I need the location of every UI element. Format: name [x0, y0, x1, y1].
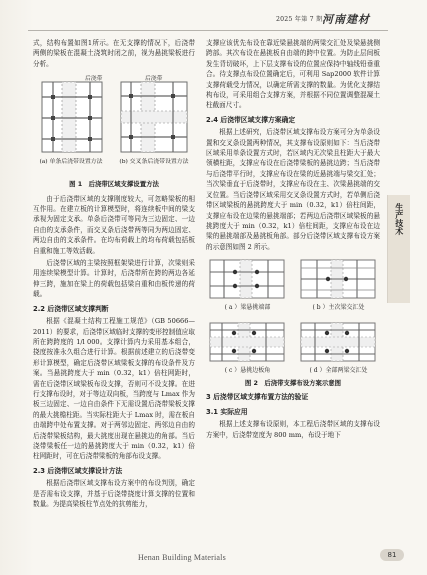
right-paragraph-2: 根据上述研究，后浇带区域支撑布设方案可分为单条设置和交叉条设置两种情况，其支撑布设原则如下：当后浇带区域采用单条设置方式时，若区域内无次梁且柱距大于最大领横柱距，支撑应布设在后浇带梁板的悬挑边跨；当后浇带与后浇带平行时，支撑应布设在梁的近悬挑端与梁交汇处；当次梁垂直于后浇带时，支撑应布设在主、次梁悬挑端的交叉位置。当后浇带区域采用交叉条设置方式时，若单侧后浇带区域梁板的悬挑跨度大于 min（0.32，k1）倍柱间距，支撑应布设在边梁的悬挑端部；若两边后浇带区域梁板的悬挑跨度大于 min（0.32，k1）倍柱间距，支撑应布设在边梁的悬挑端部及悬挑板角部。部分后浇带区域支撑布设方案的示意图如图 2 所示。: [206, 128, 380, 251]
figure-2-caption: 图 2 后浇带支撑布设方案示意图: [244, 378, 342, 387]
left-column: [33, 38, 195, 511]
figure-2d: [297, 319, 380, 376]
figure-2a-caption: ( a ）梁悬挑端部: [224, 304, 271, 312]
figure-2d-caption: ( d ）全部两梁交汇处: [309, 366, 368, 374]
journal-brand: 河南建材: [322, 13, 370, 26]
left-paragraph-4: 根据后浇带区域支撑布设方案中的布设判别，确定是否需布设支撑，并基于后浇带挠度计算支撑的位置和数量。为提高梁板柱节点处的抗剪能力，: [33, 479, 195, 508]
left-paragraph-2: 后浇带区域的主梁按照框架梁进行计算，次梁则采用连续梁模型计算。计算时，后浇带所在跨的两边各延伸三跨，施加在梁上的荷载包括梁自重和由板传递的荷载。: [33, 259, 195, 299]
figure-2c-drawing: [206, 319, 288, 365]
right-column: [206, 38, 380, 442]
section-side-tab: [387, 195, 410, 303]
figure-2a-drawing: [206, 256, 288, 302]
section-2-2-heading: 2.2 后浇带区域支撑判断: [33, 304, 109, 313]
figure-2d-drawing: [297, 319, 379, 365]
figure-1-caption: 图 1 后浇带区域支撑设置方法: [69, 180, 159, 189]
section-side-tab-label: 生产技术: [394, 203, 405, 235]
figure-2b: [297, 256, 380, 313]
figure-2c: [206, 319, 289, 376]
figure-1a-caption: (a) 单条后浇带设置方法: [39, 159, 103, 166]
section-2-4-heading: 2.4 后浇带区域支撑方案确定: [206, 115, 296, 124]
figure-1b-caption: (b) 交叉条后浇带设置方法: [119, 159, 189, 166]
page-number: 81: [380, 549, 404, 561]
section-3-heading: 3 后浇带区域支撑布置方法的验证: [206, 393, 309, 402]
section-3-1-heading: 3.1 实际应用: [206, 407, 248, 416]
figure-1b-top-label: 后浇带: [145, 76, 163, 83]
issue-label: 2025 年第 7 期: [276, 16, 323, 23]
right-paragraph-1: 支撑应该优先布设在靠近梁悬挑端的两梁交汇处及梁悬挑侧跨部。其次布设在悬挑板自由端的跨中位置。为防止层间板发生背切破坏，上下层支撑布设的位置应保持中轴线铅垂重合。待支撑点布设位置确定后，可利用 Sap2000 软件计算支撑荷载受力情况，以确定所需支撑的数量。为优化支撑结构布设，可采用组合支撑方案，并根据不同位置调整混凝土柱截面尺寸。: [206, 39, 380, 110]
figure-1b-grid: [121, 82, 187, 152]
figure-2: [206, 256, 380, 376]
figure-1: [33, 73, 195, 177]
right-paragraph-3: 根据上述支撑布设原则，本工程后浇带区域的支撑布设方案中，后浇带宽度为 800 mm，布设于地下: [206, 420, 380, 439]
figure-2b-drawing: [297, 256, 379, 302]
section-2-3-heading: 2.3 后浇带区域支撑设计方法: [33, 466, 123, 475]
intro-paragraph: 式，结构布置如图1所示。在无支撑的情况下，后浇带两侧的梁板在混凝土浇筑时闭之前，视为悬挑梁板进行分析。: [33, 39, 195, 68]
left-paragraph-3: 根据《混凝土结构工程施工规范》（GB 50666—2011）的要求，后浇带区域临时支撑的变形控制值应取所在跨跨度的 1/l 000。支撑计算内力采用基本组合，挠度按准永久组合进行计算。根据前述建立的后浇带变形计算模型，确定后浇带区域梁板支撑的布设条件及方案。当悬挑跨度大于 min（0.32，k1）倍柱网距时，需在后浇带区域梁板布设支撑，否则可不设支撑。在进行支撑布设时，对于等边双向板，当跨度与 Lmax 作为板三边固定、一边自由条件下无需设置后浇带梁板支撑的最大挑檐柱距。当实际柱距大于 Lmax 时，需在板自由端跨中处布置支撑。对于两邻边固定、两邻边自由的后浇带梁板结构，最大挑度出现在悬挑边的角部。当后浇带梁板任一边的悬挑跨度大于 min（0.32，k1）倍柱网距时，可在后浇带梁板的角部布设支撑。: [33, 317, 195, 461]
figure-1a-grid: [42, 82, 102, 152]
figure-2a: [206, 256, 289, 313]
journal-footer: Henan Building Materials: [138, 553, 226, 562]
figure-2b-caption: ( b ）主次梁交汇处: [312, 304, 365, 312]
left-paragraph-1: 由于后浇带区域的支撑刚度较大，可忽略梁板的相互作用。在建立板的计算模型时，将连续板中间的梁支承视为固定支承。单条后浇带可等同为三边固定、一边自由的支承条件，而交叉条后浇带两等同为两边固定、两边自由的支承条件。在均布荷载上的均布荷载包括板自重和施工等效活载。: [33, 194, 195, 255]
figure-2c-caption: ( c ）悬挑边板角: [224, 366, 271, 374]
figure-1a-top-label: 后浇带: [85, 76, 103, 83]
